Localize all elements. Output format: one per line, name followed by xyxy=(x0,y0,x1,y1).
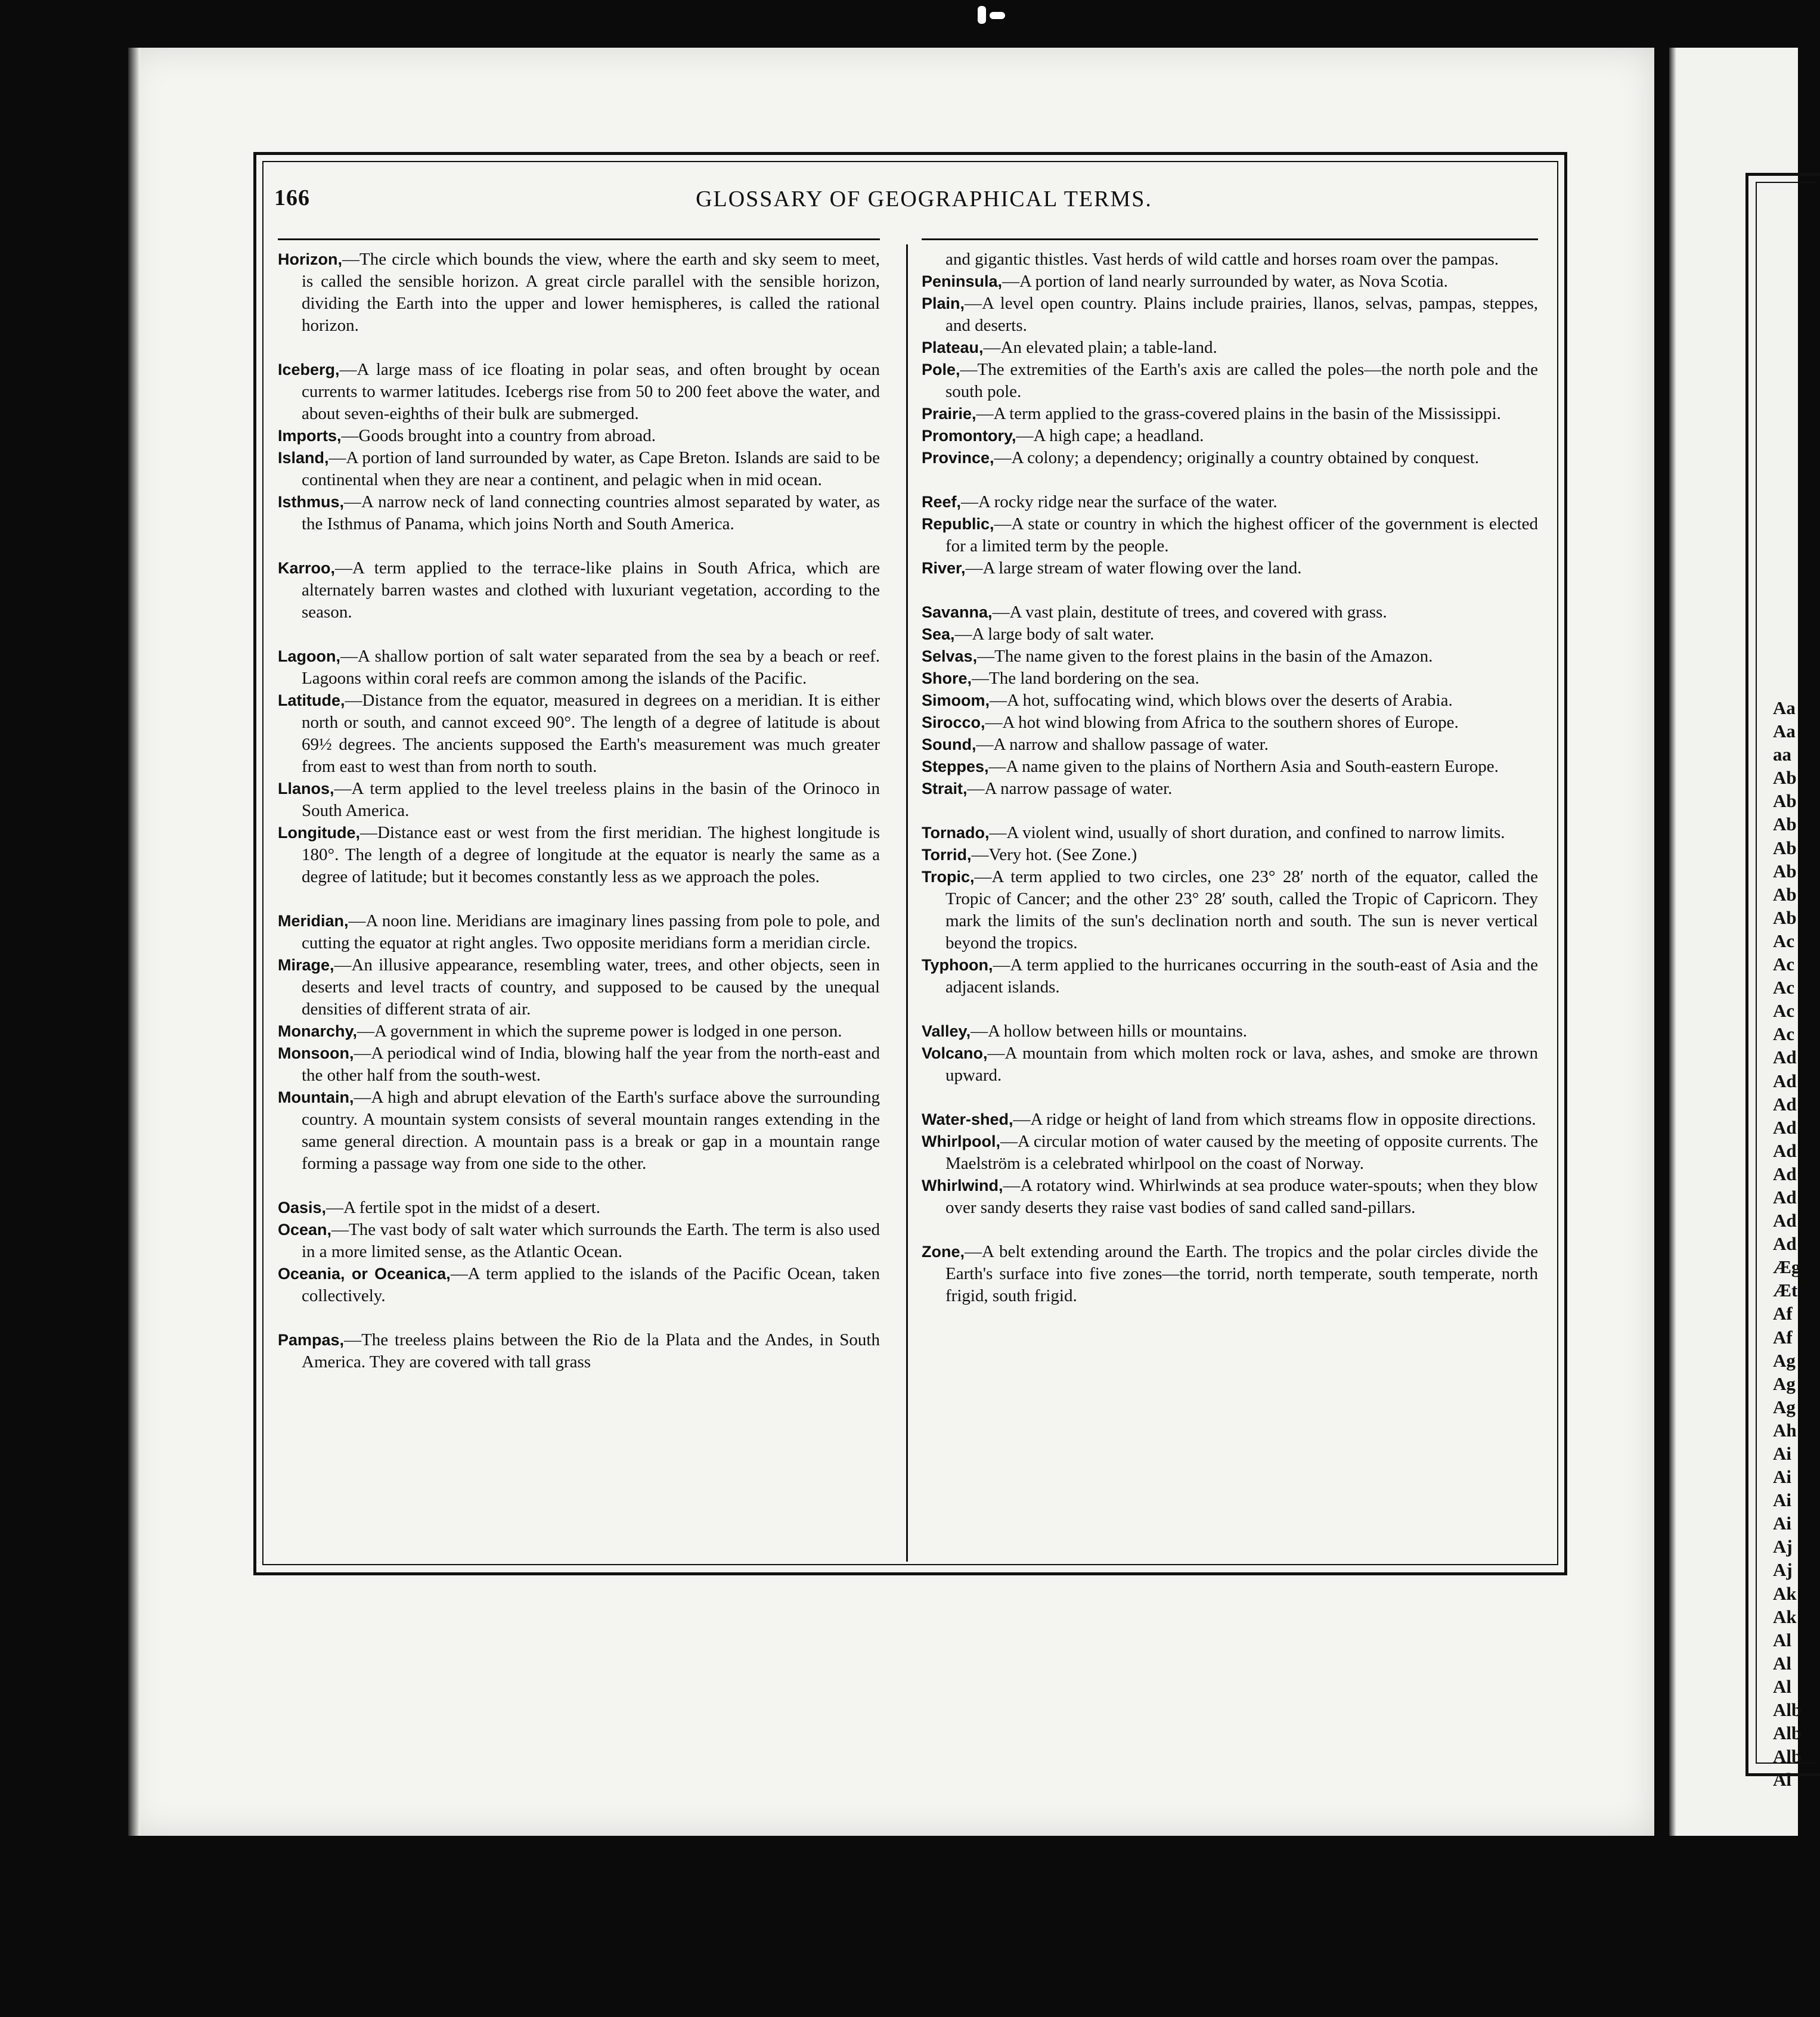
facing-page-fragment: Ac xyxy=(1773,977,1795,998)
glossary-term: Reef, xyxy=(922,493,962,511)
glossary-definition: —A narrow neck of land connecting countries almost separated by water, as the Isthmus of Panama, which joins North and South America. xyxy=(302,492,880,533)
glossary-term: Whirlwind, xyxy=(922,1177,1003,1194)
glossary-definition: —The extremities of the Earth's axis are called the poles—the north pole and the south pole. xyxy=(945,360,1538,401)
glossary-entry xyxy=(278,425,880,447)
facing-page-fragment: Ai xyxy=(1773,1513,1791,1534)
glossary-entry xyxy=(922,513,1538,557)
glossary-term: Pampas, xyxy=(278,1331,345,1349)
glossary-definition: —A circular motion of water caused by the meeting of opposite currents. The Maelström is a celebrated whirlpool on the coast of Norway. xyxy=(945,1132,1538,1173)
glossary-entry xyxy=(922,646,1538,668)
facing-page-fragment: Ak xyxy=(1773,1582,1797,1604)
header-rule xyxy=(922,238,1538,240)
glossary-entry xyxy=(922,337,1538,359)
facing-page-fragment: Ai xyxy=(1773,1443,1791,1464)
facing-page-fragment: Ab xyxy=(1773,814,1797,835)
facing-page-fragment: Æt xyxy=(1773,1280,1798,1301)
glossary-entry xyxy=(922,844,1538,866)
glossary-definition: —Goods brought into a country from abroad. xyxy=(341,426,656,445)
facing-page-word-fragments xyxy=(1773,696,1809,1791)
glossary-term: Sirocco, xyxy=(922,713,985,731)
glossary-entry xyxy=(278,1020,880,1042)
glossary-term: River, xyxy=(922,559,966,577)
facing-page-fragment: Ad xyxy=(1773,1070,1797,1091)
glossary-entry xyxy=(922,403,1538,425)
facing-page-fragment: Ai xyxy=(1773,1466,1791,1488)
facing-page-fragment: Ad xyxy=(1773,1186,1797,1208)
facing-page-fragment: Ab xyxy=(1773,790,1797,812)
glossary-term: Prairie, xyxy=(922,405,976,423)
facing-page-fragment: Ad xyxy=(1773,1116,1797,1138)
glossary-term: Monsoon, xyxy=(278,1044,354,1062)
glossary-term: Plain, xyxy=(922,294,965,312)
glossary-definition: —A term applied to two circles, one 23° 28′ north of the equator, called the Tropic of Cancer; and the other 23° 28′ south, called the Tropic of Capricorn. They mark the limits of the sun's declination north and south. The sun is never vertical beyond the tropics. xyxy=(945,867,1538,952)
glossary-term: Latitude, xyxy=(278,691,345,709)
glossary-entry xyxy=(278,447,880,491)
glossary-entry xyxy=(278,1219,880,1263)
facing-page-fragment: Ad xyxy=(1773,1163,1797,1184)
glossary-definition: —A portion of land surrounded by water, as Cape Breton. Islands are said to be continental when they are near a continent, and pelagic when in mid ocean. xyxy=(302,448,880,489)
facing-page-fragment: aa xyxy=(1773,744,1791,765)
glossary-term: Promontory, xyxy=(922,427,1016,445)
glossary-definition: —A term applied to the hurricanes occurring in the south-east of Asia and the adjacent islands. xyxy=(945,955,1538,997)
facing-page-fragment: Al xyxy=(1773,1675,1791,1697)
glossary-left-column xyxy=(278,238,880,1373)
glossary-term: Isthmus, xyxy=(278,493,345,511)
facing-page-fragment: Ad xyxy=(1773,1140,1797,1161)
glossary-definition: —A fertile spot in the midst of a desert. xyxy=(326,1198,600,1217)
glossary-entry xyxy=(922,623,1538,646)
page-number: 166 xyxy=(274,185,310,210)
facing-page-fragment: Alb xyxy=(1773,1699,1802,1721)
glossary-term: Simoom, xyxy=(922,691,990,709)
glossary-right-column xyxy=(922,238,1538,1307)
glossary-definition: —A high and abrupt elevation of the Earth's surface above the surrounding country. A mountain system consists of several mountain ranges extending in the same general direction. A mountain pass is a break or gap in a mountain range forming a passage way from one side to the other. xyxy=(302,1088,880,1173)
glossary-term: Sound, xyxy=(922,736,976,753)
column-divider xyxy=(906,244,908,1562)
glossary-entry xyxy=(278,491,880,535)
glossary-entry xyxy=(922,712,1538,734)
glossary-entry xyxy=(278,690,880,778)
glossary-term: Longitude, xyxy=(278,824,360,842)
glossary-term: Shore, xyxy=(922,669,972,687)
glossary-definition: —Very hot. (See Zone.) xyxy=(971,845,1137,864)
glossary-term: Karroo, xyxy=(278,559,336,577)
facing-page-fragment: Aa xyxy=(1773,721,1796,742)
glossary-entry xyxy=(922,601,1538,623)
glossary-entry xyxy=(922,293,1538,337)
glossary-definition: —The name given to the forest plains in the basin of the Amazon. xyxy=(977,647,1433,666)
facing-page-fragment: Ag xyxy=(1773,1396,1796,1417)
glossary-term: Llanos, xyxy=(278,780,334,798)
facing-page-fragment: Ab xyxy=(1773,907,1797,928)
facing-page-fragment: Al xyxy=(1773,1629,1791,1650)
glossary-term: Iceberg, xyxy=(278,361,340,378)
page-title: GLOSSARY OF GEOGRAPHICAL TERMS. xyxy=(696,187,1152,212)
facing-page-fragment: Ac xyxy=(1773,1023,1795,1045)
header-rule xyxy=(278,238,880,240)
glossary-entry xyxy=(922,822,1538,844)
facing-page-fragment: Ah xyxy=(1773,1419,1797,1441)
glossary-definition: —An elevated plain; a table-land. xyxy=(983,338,1217,357)
glossary-definition: —A narrow passage of water. xyxy=(967,779,1173,798)
facing-page-fragment: Aa xyxy=(1773,697,1796,718)
glossary-definition: —A government in which the supreme power is lodged in one person. xyxy=(357,1022,842,1041)
glossary-definition: —A rocky ridge near the surface of the water. xyxy=(961,492,1278,511)
glossary-term: Volcano, xyxy=(922,1044,988,1062)
glossary-term: Oasis, xyxy=(278,1199,327,1217)
glossary-definition: —A level open country. Plains include prairies, llanos, selvas, pampas, steppes, and deserts. xyxy=(945,294,1538,335)
glossary-definition: —A term applied to the grass-covered plains in the basin of the Mississippi. xyxy=(976,404,1501,423)
glossary-entry xyxy=(922,249,1538,271)
glossary-definition: —A hollow between hills or mountains. xyxy=(971,1022,1248,1041)
glossary-term: Selvas, xyxy=(922,647,978,665)
glossary-entry xyxy=(922,778,1538,800)
glossary-term: Pole, xyxy=(922,361,960,378)
glossary-definition: —A hot, suffocating wind, which blows over the deserts of Arabia. xyxy=(990,691,1453,710)
glossary-definition: —Distance from the equator, measured in degrees on a meridian. It is either north or south, and cannot exceed 90°. The length of a degree of latitude is about 69½ degrees. The ancients supposed the Earth's measurement was much greater from east to west than from north to south. xyxy=(302,691,880,776)
glossary-definition: —Distance east or west from the first meridian. The highest longitude is 180°. The length of a degree of longitude at the equator is nearly the same as a degree of latitude; but it becomes constantly less as we approach the poles. xyxy=(302,823,880,886)
glossary-entry xyxy=(922,447,1538,469)
facing-page-fragment: Ad xyxy=(1773,1093,1797,1115)
facing-page-fragment: Alb xyxy=(1773,1746,1802,1767)
glossary-entry xyxy=(922,690,1538,712)
glossary-entry xyxy=(278,954,880,1020)
scan-artifact-mark xyxy=(990,12,1005,19)
facing-page-fragment: Æg xyxy=(1773,1256,1801,1278)
glossary-definition: —A vast plain, destitute of trees, and covered with grass. xyxy=(992,603,1387,622)
facing-page-fragment: Ad xyxy=(1773,1210,1797,1231)
glossary-definition: —A term applied to the islands of the Pacific Ocean, taken collectively. xyxy=(302,1264,880,1305)
glossary-definition: —A portion of land nearly surrounded by water, as Nova Scotia. xyxy=(1002,272,1448,291)
glossary-term: Ocean, xyxy=(278,1221,332,1239)
facing-page-fragment: Ac xyxy=(1773,954,1795,975)
facing-page-fragment: Ab xyxy=(1773,767,1797,789)
glossary-term: Imports, xyxy=(278,427,342,445)
glossary-term: Savanna, xyxy=(922,603,993,621)
glossary-entry xyxy=(278,646,880,690)
glossary-entry xyxy=(278,1087,880,1175)
glossary-entry xyxy=(922,271,1538,293)
glossary-entry xyxy=(922,668,1538,690)
facing-page-fragment: Ak xyxy=(1773,1606,1797,1627)
glossary-term: Typhoon, xyxy=(922,956,993,974)
glossary-term: Horizon, xyxy=(278,250,342,268)
glossary-term: Steppes, xyxy=(922,758,989,775)
glossary-entry xyxy=(922,491,1538,513)
glossary-entry xyxy=(922,1241,1538,1307)
glossary-term: Sea, xyxy=(922,625,955,643)
glossary-entry xyxy=(278,822,880,888)
glossary-definition: —A colony; a dependency; originally a country obtained by conquest. xyxy=(994,448,1479,467)
glossary-entry xyxy=(922,1042,1538,1087)
facing-page-fragment: Ab xyxy=(1773,860,1797,882)
glossary-term: Peninsula, xyxy=(922,272,1003,290)
glossary-definition: —A state or country in which the highest officer of the government is elected for a limited term by the people. xyxy=(945,514,1538,556)
glossary-entry xyxy=(922,734,1538,756)
glossary-entry xyxy=(922,1131,1538,1175)
glossary-definition: —A ridge or height of land from which streams flow in opposite directions. xyxy=(1013,1110,1536,1129)
glossary-definition: —A term applied to the level treeless plains in the basin of the Orinoco in South America. xyxy=(302,779,880,820)
glossary-definition: —A noon line. Meridians are imaginary lines passing from pole to pole, and cutting the equator at right angles. Two opposite meridians form a meridian circle. xyxy=(302,911,880,952)
glossary-term: Monarchy, xyxy=(278,1022,358,1040)
glossary-definition: —The circle which bounds the view, where the earth and sky seem to meet, is called the sensible horizon. A great circle parallel with the sensible horizon, dividing the Earth into the upper and lower hemispheres, is called the rational horizon. xyxy=(302,250,880,335)
glossary-term: Plateau, xyxy=(922,339,984,356)
glossary-definition: —A large mass of ice floating in polar seas, and often brought by ocean currents to warmer latitudes. Icebergs rise from 50 to 200 feet above the water, and about seven-eighths of their bulk are submerged. xyxy=(302,360,880,423)
facing-page-fragment: Ac xyxy=(1773,930,1795,951)
facing-page-fragment: Ab xyxy=(1773,883,1797,905)
glossary-term: Water-shed, xyxy=(922,1110,1013,1128)
glossary-definition: —The treeless plains between the Rio de la Plata and the Andes, in South America. They are covered with tall grass xyxy=(302,1330,880,1371)
glossary-entry xyxy=(278,1042,880,1087)
facing-page-fragment: Al xyxy=(1773,1652,1791,1674)
facing-page-fragment: Ad xyxy=(1773,1233,1797,1255)
facing-page-fragment: Al xyxy=(1773,1769,1791,1791)
glossary-entry xyxy=(278,1197,880,1219)
glossary-entry xyxy=(278,1329,880,1373)
glossary-definition: —A large body of salt water. xyxy=(954,625,1155,644)
glossary-definition: —A rotatory wind. Whirlwinds at sea produce water-spouts; when they blow over sandy deserts they raise vast bodies of sand called sand-pillars. xyxy=(945,1176,1538,1217)
glossary-term: Province, xyxy=(922,449,994,467)
glossary-entry xyxy=(922,756,1538,778)
glossary-entry xyxy=(278,910,880,954)
facing-page-fragment: Aj xyxy=(1773,1559,1793,1581)
glossary-definition: —The vast body of salt water which surrounds the Earth. The term is also used in a more limited sense, as the Atlantic Ocean. xyxy=(302,1220,880,1261)
glossary-term: Torrid, xyxy=(922,846,972,864)
glossary-term: Valley, xyxy=(922,1022,971,1040)
glossary-entry xyxy=(922,1020,1538,1042)
glossary-entry xyxy=(278,778,880,822)
glossary-term: Meridian, xyxy=(278,912,349,930)
scan-artifact-mark xyxy=(978,6,986,24)
glossary-term: Whirlpool, xyxy=(922,1132,1000,1150)
glossary-term: Strait, xyxy=(922,780,968,798)
facing-page-fragment: Ag xyxy=(1773,1349,1796,1371)
glossary-term: Oceania, or Oceanica, xyxy=(278,1265,451,1283)
glossary-entry xyxy=(922,557,1538,579)
glossary-term: Island, xyxy=(278,449,329,467)
glossary-term: Tornado, xyxy=(922,824,990,842)
glossary-term: Republic, xyxy=(922,515,994,533)
facing-page-fragment: Aj xyxy=(1773,1536,1793,1557)
glossary-entry xyxy=(278,359,880,425)
glossary-term: Tropic, xyxy=(922,868,975,886)
glossary-definition: —A term applied to the terrace-like plains in South Africa, which are alternately barren wastes and clothed with luxuriant vegetation, according to the season. xyxy=(302,558,880,622)
glossary-definition: and gigantic thistles. Vast herds of wild cattle and horses roam over the pampas. xyxy=(945,250,1499,269)
glossary-term: Lagoon, xyxy=(278,647,340,665)
glossary-entry xyxy=(922,866,1538,954)
glossary-entry xyxy=(922,1175,1538,1219)
facing-page-fragment: Ab xyxy=(1773,837,1797,858)
facing-page-fragment: Ad xyxy=(1773,1047,1797,1068)
facing-page-fragment: Af xyxy=(1773,1303,1793,1324)
glossary-definition: —A hot wind blowing from Africa to the southern shores of Europe. xyxy=(985,713,1459,732)
facing-page-fragment: Ag xyxy=(1773,1373,1796,1394)
facing-page-fragment: Ai xyxy=(1773,1490,1791,1511)
glossary-definition: —A mountain from which molten rock or lava, ashes, and smoke are thrown upward. xyxy=(945,1044,1538,1085)
glossary-term: Mountain, xyxy=(278,1088,354,1106)
glossary-entry xyxy=(922,425,1538,447)
glossary-entry xyxy=(278,1263,880,1307)
glossary-definition: —A name given to the plains of Northern Asia and South-eastern Europe. xyxy=(988,757,1499,776)
glossary-definition: —The land bordering on the sea. xyxy=(972,669,1199,688)
facing-page-fragment: Alb xyxy=(1773,1723,1802,1744)
glossary-entry xyxy=(922,359,1538,403)
glossary-entry xyxy=(922,954,1538,998)
glossary-definition: —A violent wind, usually of short duration, and confined to narrow limits. xyxy=(989,823,1505,842)
glossary-definition: —A periodical wind of India, blowing half the year from the north-east and the other half from the south-west. xyxy=(302,1044,880,1085)
facing-page-fragment: Af xyxy=(1773,1326,1793,1348)
glossary-definition: —A shallow portion of salt water separated from the sea by a beach or reef. Lagoons within coral reefs are common among the islands of the Pacific. xyxy=(302,647,880,688)
facing-page-fragment: Ac xyxy=(1773,1000,1795,1022)
glossary-definition: —A narrow and shallow passage of water. xyxy=(976,735,1269,754)
glossary-definition: —A belt extending around the Earth. The tropics and the polar circles divide the Earth's surface into five zones—the torrid, north temperate, south temperate, north frigid, south frigid. xyxy=(945,1242,1538,1305)
glossary-entry xyxy=(278,249,880,337)
glossary-term: Mirage, xyxy=(278,956,334,974)
glossary-definition: —A high cape; a headland. xyxy=(1016,426,1204,445)
glossary-definition: —An illusive appearance, resembling water, trees, and other objects, seen in deserts and level tracts of country, and supposed to be caused by the unequal densities of different strata of air. xyxy=(302,955,880,1019)
glossary-definition: —A large stream of water flowing over the land. xyxy=(965,558,1302,578)
glossary-entry xyxy=(278,557,880,623)
glossary-term: Zone, xyxy=(922,1243,965,1261)
glossary-entry xyxy=(922,1109,1538,1131)
